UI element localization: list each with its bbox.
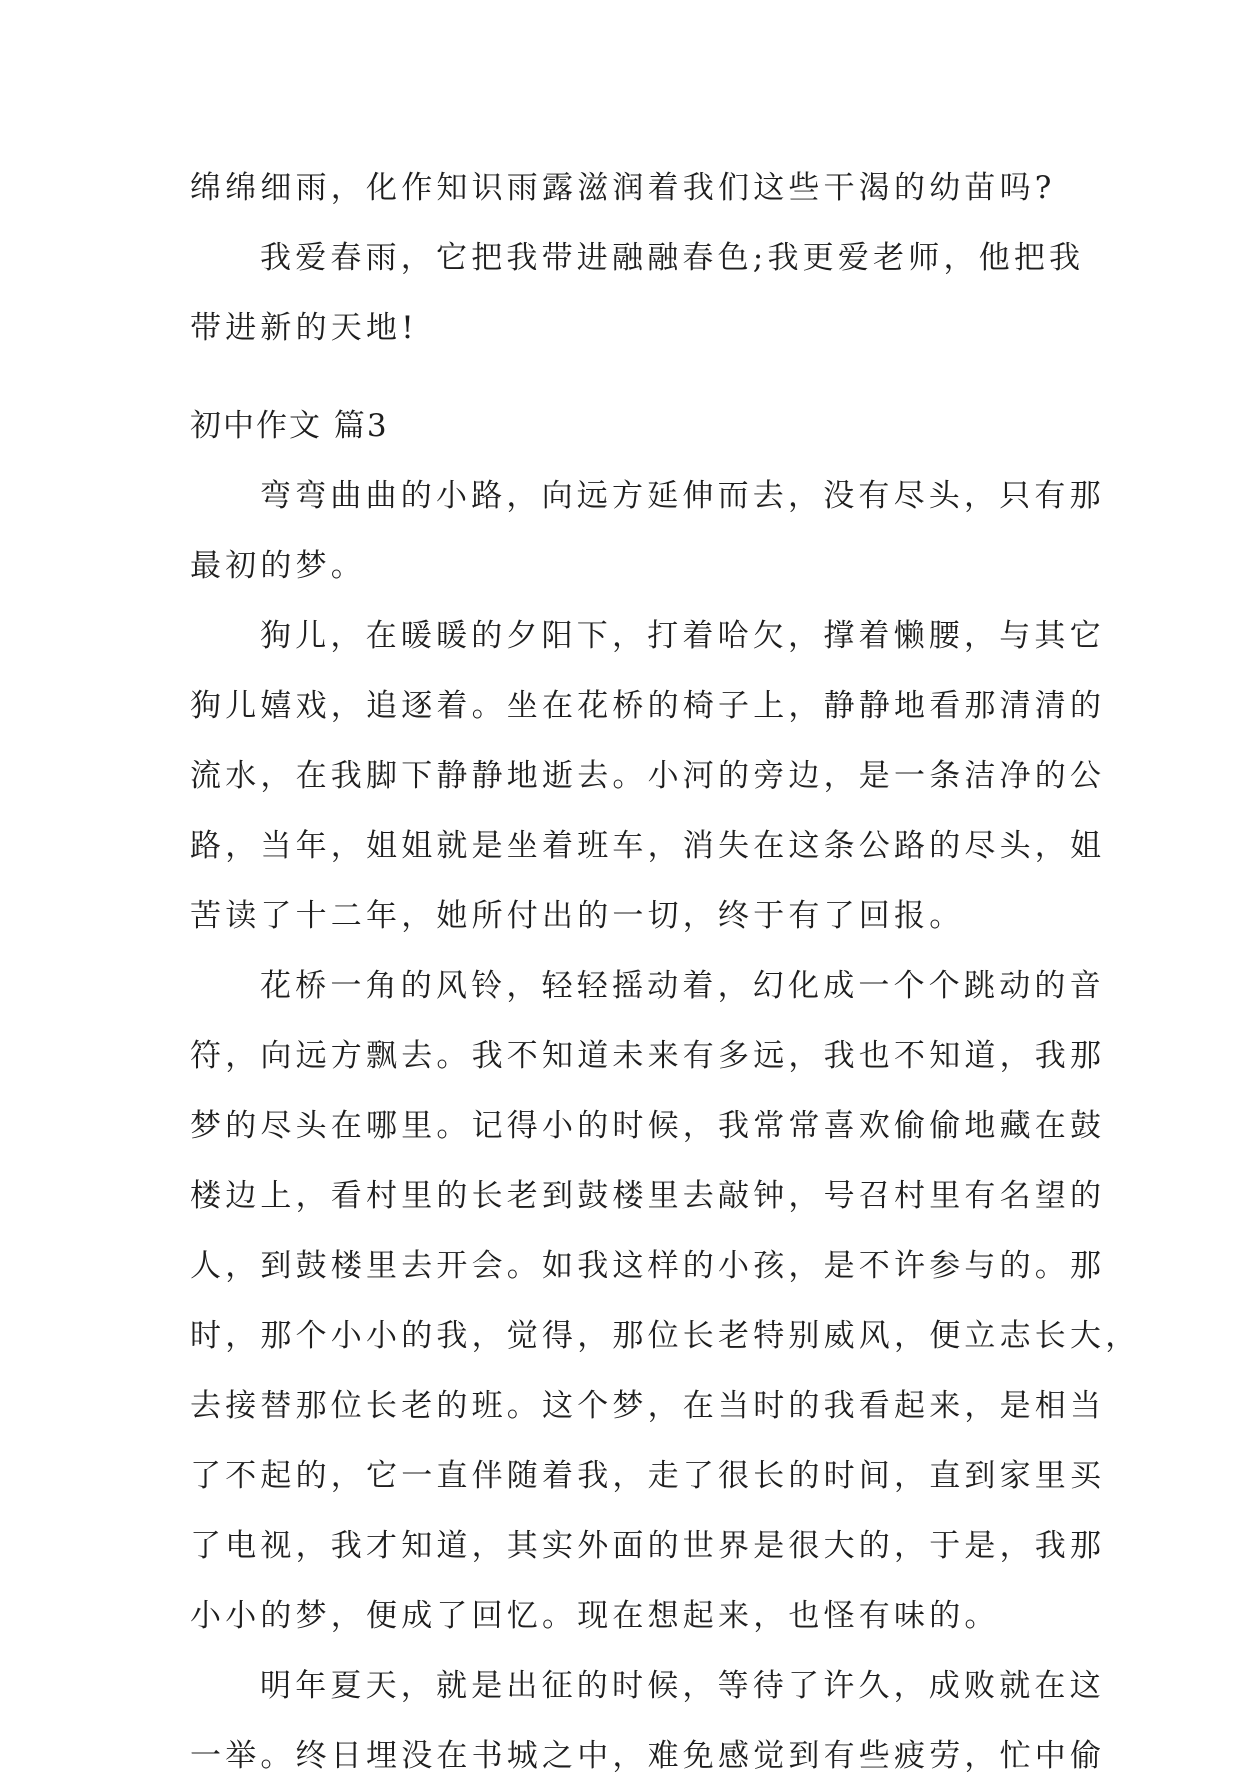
paragraph <box>190 223 1085 363</box>
paragraph <box>190 461 1105 601</box>
text-line: 梦的尽头在哪里。记得小的时候，我常常喜欢偷偷地藏在鼓 <box>190 1108 1106 1144</box>
text-line: 绵绵细雨，化作知识雨露滋润着我们这些干渴的幼苗吗? <box>190 170 1056 206</box>
section <box>190 391 1141 1791</box>
text-line: 明年夏天，就是出征的时候，等待了许久，成败就在这 <box>260 1668 1105 1704</box>
text-line: 花桥一角的风铃，轻轻摇动着，幻化成一个个跳动的音 <box>260 968 1105 1004</box>
top-text-block <box>190 153 1085 363</box>
text-line: 了不起的，它一直伴随着我，走了很长的时间，直到家里买 <box>190 1458 1106 1494</box>
text-line: 小小的梦，便成了回忆。现在想起来，也怪有味的。 <box>190 1598 1000 1634</box>
text-line: 弯弯曲曲的小路，向远方延伸而去，没有尽头，只有那 <box>260 478 1105 514</box>
text-line: 时，那个小小的我，觉得，那位长老特别威风，便立志长大， <box>190 1318 1141 1354</box>
text-line: 带进新的天地! <box>190 310 418 346</box>
paragraph <box>190 153 1056 223</box>
paragraph <box>190 1651 1106 1791</box>
text-line: 狗儿，在暖暖的夕阳下，打着哈欠，撑着懒腰，与其它 <box>260 618 1105 654</box>
text-line: 楼边上，看村里的长老到鼓楼里去敲钟，号召村里有名望的 <box>190 1178 1106 1214</box>
paragraph <box>190 601 1106 951</box>
paragraph <box>190 951 1141 1651</box>
text-line: 了电视，我才知道，其实外面的世界是很大的，于是，我那 <box>190 1528 1106 1564</box>
text-line: 一举。终日埋没在书城之中，难免感觉到有些疲劳，忙中偷 <box>190 1738 1106 1774</box>
text-line: 路，当年，姐姐就是坐着班车，消失在这条公路的尽头，姐 <box>190 828 1106 864</box>
text-line: 狗儿嬉戏，追逐着。坐在花桥的椅子上，静静地看那清清的 <box>190 688 1106 724</box>
text-line: 流水，在我脚下静静地逝去。小河的旁边，是一条洁净的公 <box>190 758 1106 794</box>
section-title: 初中作文 篇3 <box>190 408 389 444</box>
text-line: 符，向远方飘去。我不知道未来有多远，我也不知道，我那 <box>190 1038 1106 1074</box>
text-line: 去接替那位长老的班。这个梦，在当时的我看起来，是相当 <box>190 1388 1106 1424</box>
text-line: 我爱春雨，它把我带进融融春色;我更爱老师，他把我 <box>260 240 1085 276</box>
text-line: 最初的梦。 <box>190 548 366 584</box>
text-line: 苦读了十二年，她所付出的一切，终于有了回报。 <box>190 898 965 934</box>
text-line: 人，到鼓楼里去开会。如我这样的小孩，是不许参与的。那 <box>190 1248 1106 1284</box>
